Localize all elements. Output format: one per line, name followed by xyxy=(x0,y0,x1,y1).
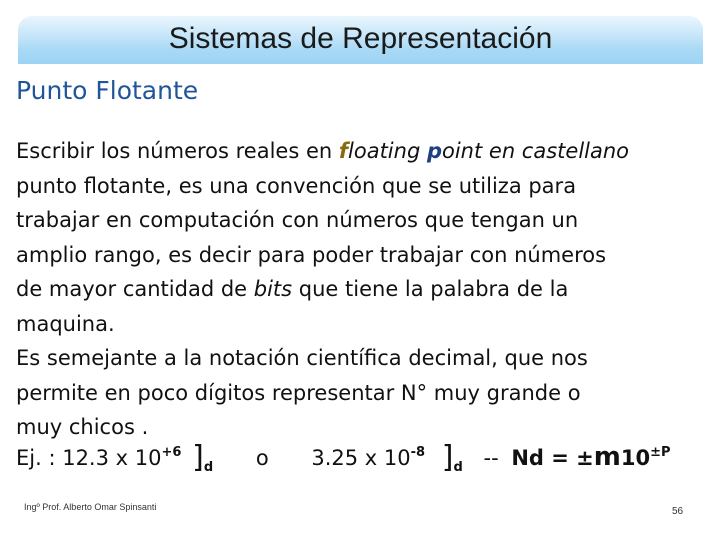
formula-nd: Nd = ± xyxy=(511,446,594,470)
page-number: 56 xyxy=(672,506,684,517)
body-line-4: amplio rango, es decir para poder trabajar con números xyxy=(16,242,607,267)
body-line-7: Es semejante a la notación científica decimal, que nos xyxy=(16,346,588,370)
formula-exponent: ±P xyxy=(650,445,671,460)
bracket-1: ] xyxy=(192,440,204,475)
slide-body xyxy=(16,134,710,445)
text-run: de mayor cantidad de xyxy=(16,277,254,301)
example-prefix: Ej. : 12.3 x 10 xyxy=(16,446,162,470)
example-value-2: 3.25 x 10 xyxy=(311,446,411,470)
slide-title: Sistemas de Representación xyxy=(168,22,553,55)
italic-run: loating xyxy=(348,139,427,163)
highlight-p: p xyxy=(426,139,442,163)
text-run: que tiene la palabra de la xyxy=(292,277,569,301)
bracket-2: ] xyxy=(441,440,454,475)
body-line-6: maquina. xyxy=(16,311,115,336)
body-line-8: permite en poco dígitos representar N° muy grande o xyxy=(16,380,581,405)
body-line-5 xyxy=(16,272,710,307)
text-run: Escribir los números reales en xyxy=(16,139,339,163)
bits-italic: bits xyxy=(253,277,293,301)
subscript-d-1: d xyxy=(203,460,214,475)
body-line-1 xyxy=(16,134,710,169)
body-line-9: muy chicos . xyxy=(16,415,149,439)
subscript-d-2: d xyxy=(453,460,463,475)
formula-m: m xyxy=(593,442,621,472)
footer-author: Ingº Prof. Alberto Omar Spinsanti xyxy=(24,502,157,512)
highlight-f: f xyxy=(338,139,349,163)
italic-run: oint en castellano xyxy=(442,139,630,163)
body-line-2: punto flotante, es una convención que se utiliza para xyxy=(16,173,577,198)
example-line xyxy=(16,438,671,473)
slide-subtitle: Punto Flotante xyxy=(16,76,199,105)
dash: -- xyxy=(483,446,499,470)
body-line-3: trabajar en computación con números que tengan un xyxy=(16,208,579,232)
or-word: o xyxy=(255,446,269,470)
exponent-1: +6 xyxy=(161,445,182,460)
title-bar xyxy=(18,16,703,64)
formula-10: 10 xyxy=(620,446,651,470)
exponent-2: -8 xyxy=(410,445,426,460)
